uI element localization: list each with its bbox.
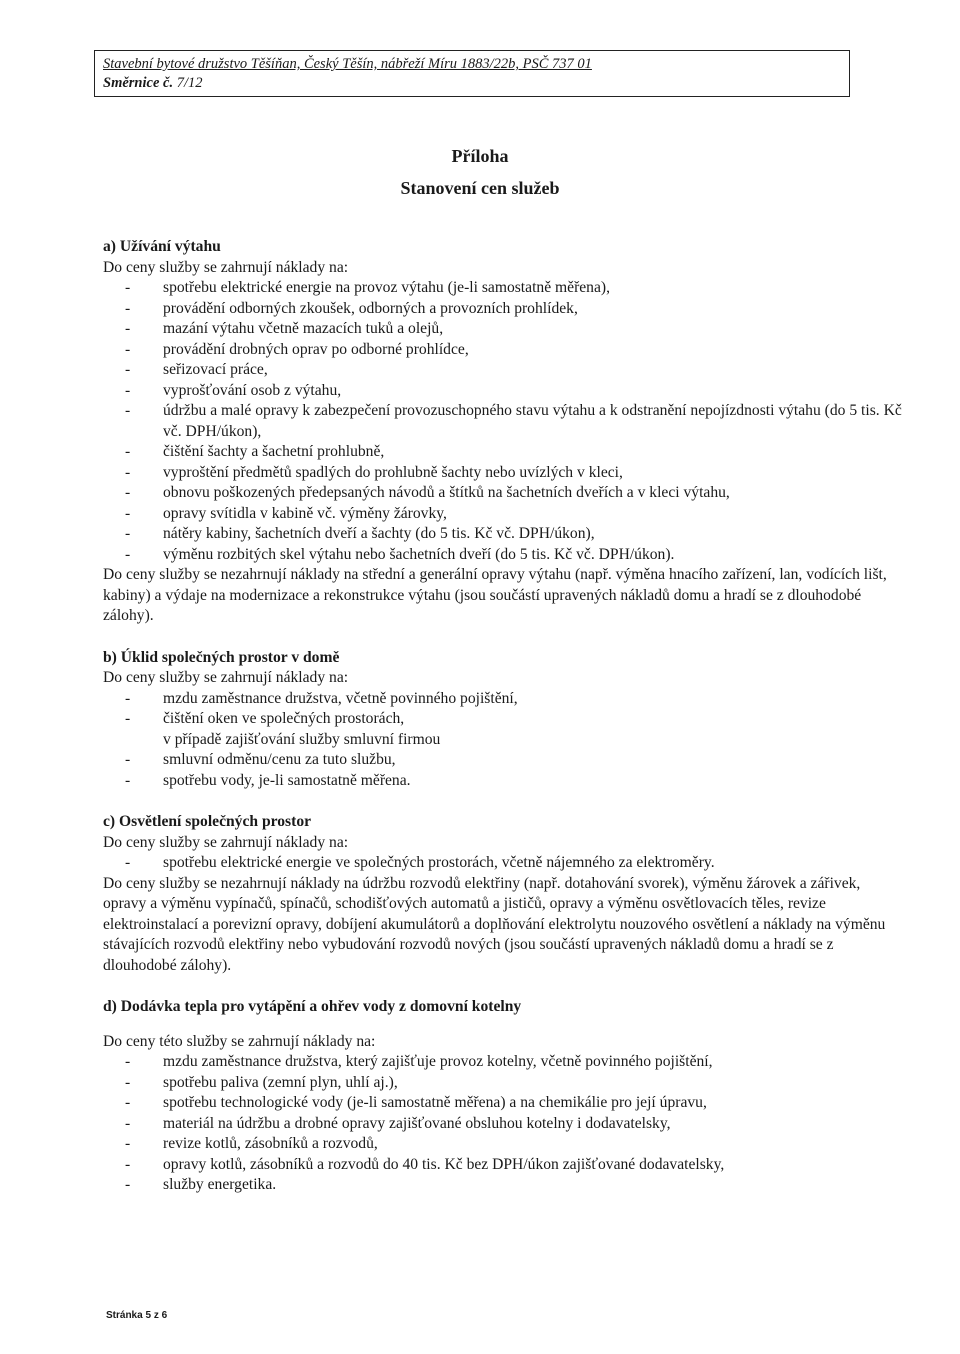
list-item: - údržbu a malé opravy k zabezpečení provozuschopného stavu výtahu a k odstranění nepojízdnosti výtahu (do 5 tis. Kč vč. DPH/úkon), [125, 402, 902, 440]
list-item: - spotřebu paliva (zemní plyn, uhlí aj.), [125, 1073, 398, 1091]
item-list [103, 1052, 903, 1196]
item-list [103, 278, 903, 565]
list-item: - mzdu zaměstnance družstva, včetně povinného pojištění, [125, 689, 518, 707]
section-a-elevator [103, 237, 903, 627]
list-item: - spotřebu vody, je-li samostatně měřena. [125, 771, 411, 789]
list-item: - provádění odborných zkoušek, odborných a provozních prohlídek, [125, 299, 578, 317]
header-directive: Směrnice č. 7/12 [103, 75, 203, 91]
list-item: - vyproštění předmětů spadlých do prohlubně šachty nebo uvízlých v kleci, [125, 463, 623, 481]
section-heading: c) Osvětlení společných prostor [103, 813, 312, 830]
list-item: - čištění oken ve společných prostorách, [125, 710, 405, 727]
list-item: - čištění šachty a šachetní prohlubně, [125, 443, 385, 460]
item-list [103, 750, 903, 791]
section-d-heating [103, 997, 903, 1196]
list-item-continuation: v případě zajišťování služby smluvní firmou [163, 730, 441, 748]
page-title: Příloha [451, 146, 509, 166]
section-intro: Do ceny této služby se zahrnují náklady na: [103, 1032, 376, 1050]
section-outro: Do ceny služby se nezahrnují náklady na údržbu rozvodů elektřiny (např. dotahování svorek), výměnu žárovek a zářivek, opravy a výměnu vypínačů, spínačů, schodišťových automatů a jističů, opravy a výměnu osvětlovacích těles, revize elektroinstalací a porevizní opravy, dobíjení akumulátorů a doplňování elektrolytu nouzového osvětlení a náklady na výměnu stávajících rozvodů elektřiny nebo vybudování rozvodů nových (jsou součástí upravených nákladů domu a hradí se z dlouhodobé zálohy). [103, 874, 886, 974]
section-intro: Do ceny služby se zahrnují náklady na: [103, 669, 349, 686]
item-list [103, 853, 903, 874]
section-heading: a) Užívání výtahu [103, 238, 221, 255]
section-outro: Do ceny služby se nezahrnují náklady na střední a generální opravy výtahu (např. výměna hnacího zařízení, lan, vodících lišt, kabiny) a výdaje na modernizace a rekonstrukce výtahu (jsou součástí upravených nákladů domu a hradí se z dlouhodobé zálohy). [103, 566, 887, 624]
list-item: - spotřebu elektrické energie ve společných prostorách, včetně nájemného za elektroměry. [125, 854, 715, 871]
list-item: - spotřebu technologické vody (je-li samostatně měřena) a na chemikálie pro její úpravu, [125, 1094, 707, 1111]
section-heading: b) Úklid společných prostor v domě [103, 648, 340, 666]
section-c-lighting [103, 812, 903, 976]
page-subtitle: Stanovení cen služeb [400, 178, 560, 198]
list-item: - smluvní odměnu/cenu za tuto službu, [125, 751, 396, 768]
list-item: - materiál na údržbu a drobné opravy zajišťované obsluhou kotelny i dodavatelsky, [125, 1114, 671, 1132]
document-body [103, 237, 903, 1196]
list-item: - revize kotlů, zásobníků a rozvodů, [125, 1135, 378, 1152]
list-item: - provádění drobných oprav po odborné prohlídce, [125, 340, 469, 358]
list-item: - opravy kotlů, zásobníků a rozvodů do 40 tis. Kč bez DPH/úkon zajišťované dodavatelsky, [125, 1155, 725, 1173]
list-item: - služby energetika. [125, 1176, 277, 1193]
list-item: - obnovu poškozených předepsaných návodů a štítků na šachetních dveřích a v kleci výtahu, [125, 484, 730, 501]
section-b-cleaning [103, 648, 903, 792]
section-intro: Do ceny služby se zahrnují náklady na: [103, 833, 349, 851]
header-organization: Stavební bytové družstvo Těšíňan, Český Těšín, nábřeží Míru 1883/22b, PSČ 737 01 [103, 56, 592, 72]
list-item: - mazání výtahu včetně mazacích tuků a olejů, [125, 320, 444, 337]
list-item: - seřizovací práce, [125, 361, 268, 378]
section-intro: Do ceny služby se zahrnují náklady na: [103, 258, 349, 276]
page-number: Stránka 5 z 6 [106, 1310, 168, 1321]
item-list [103, 689, 903, 730]
list-item: - výměnu rozbitých skel výtahu nebo šachetních dveří (do 5 tis. Kč vč. DPH/úkon). [125, 545, 675, 563]
list-item: - nátěry kabiny, šachetních dveří a šachty (do 5 tis. Kč vč. DPH/úkon), [125, 525, 595, 542]
document-header [94, 50, 850, 97]
list-item: - vyprošťování osob z výtahu, [125, 381, 342, 399]
list-item: - mzdu zaměstnance družstva, který zajišťuje provoz kotelny, včetně povinného pojištění, [125, 1053, 713, 1070]
list-item: - opravy svítidla v kabině vč. výměny žárovky, [125, 504, 447, 522]
list-item: - spotřebu elektrické energie na provoz výtahu (je-li samostatně měřena), [125, 279, 610, 296]
section-heading: d) Dodávka tepla pro vytápění a ohřev vody z domovní kotelny [103, 998, 522, 1015]
